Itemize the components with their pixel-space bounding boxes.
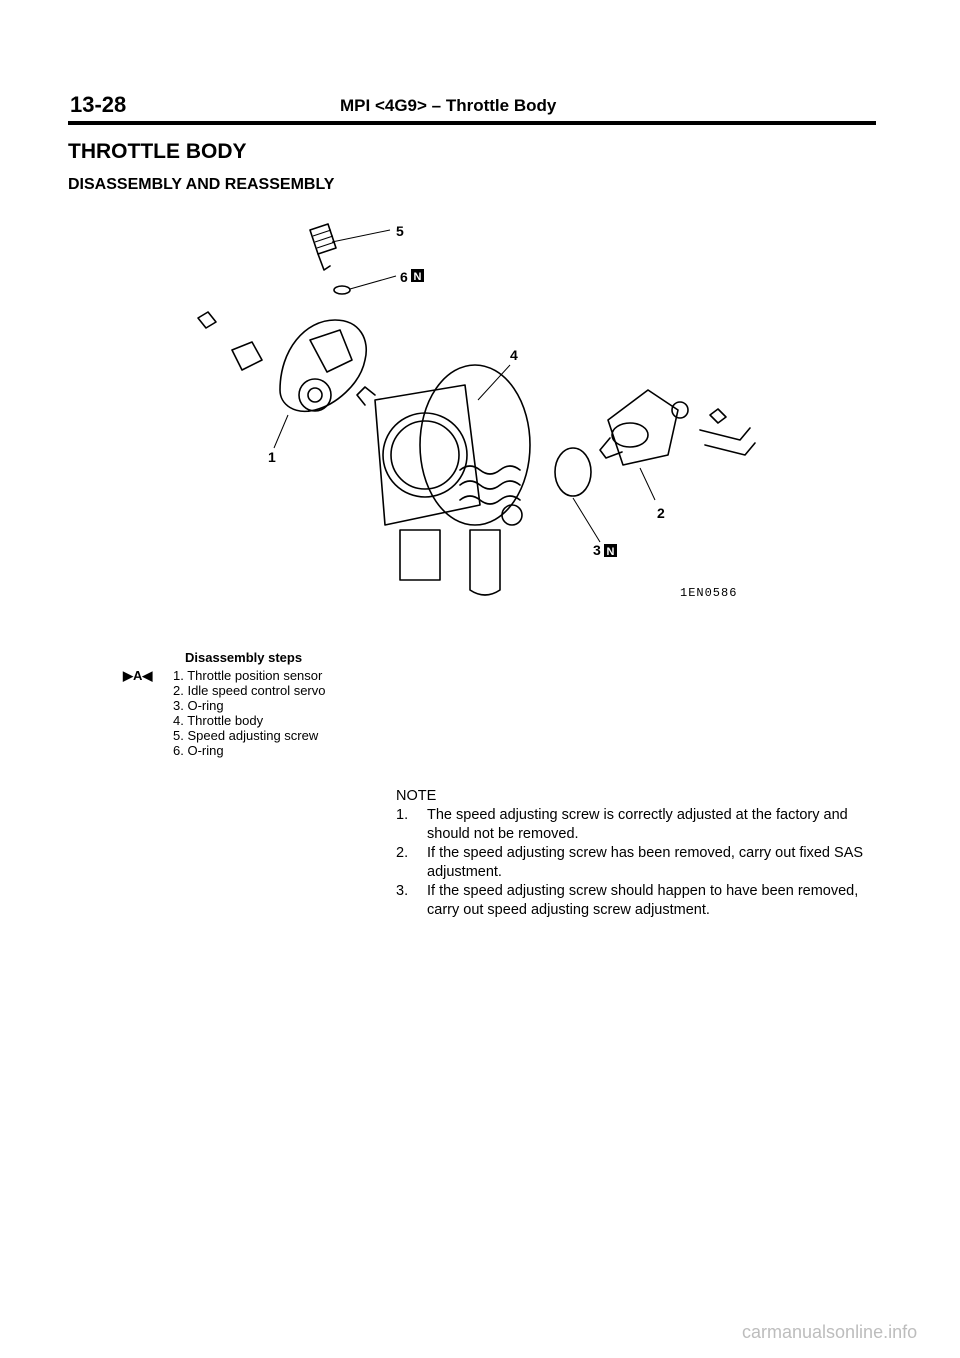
list-item: 3. O-ring [173,698,224,713]
section-subtitle: DISASSEMBLY AND REASSEMBLY [68,176,335,193]
exploded-diagram [160,200,800,630]
steps-list [173,668,325,758]
note-item-text: If the speed adjusting screw has been removed, carry out fixed SAS adjustment. [427,845,864,880]
steps-heading: Disassembly steps [185,650,303,665]
speed-adjusting-screw-part [310,224,336,270]
list-item: 6. O-ring [173,743,224,758]
header-rule [68,121,876,125]
reassembly-marker: ▶A◀ [123,668,153,683]
note-item-text: If the speed adjusting screw should happen to have been removed, carry out speed adjusting screw adjustment. [427,883,859,918]
header-title: MPI <4G9> – Throttle Body [340,96,557,115]
note-item-text: The speed adjusting screw is correctly adjusted at the factory and should not be removed. [427,807,848,842]
section-title: THROTTLE BODY [68,140,247,163]
o-ring-large-part [555,448,591,496]
list-item: 1. Throttle position sensor [173,668,323,683]
callout-4: 4 [510,347,518,363]
list-item: 5. Speed adjusting screw [173,728,319,743]
n-mark-3: N [606,546,615,558]
note-item-number: 1. [396,807,409,823]
page-number: 13-28 [70,92,127,117]
callout-3: 3 [593,542,601,558]
note-block [396,787,878,920]
note-item-number: 2. [396,845,409,861]
callout-2: 2 [657,505,665,521]
list-item: 4. Throttle body [173,713,264,728]
n-mark-6: N [413,271,422,283]
idle-speed-control-servo-part [600,390,755,465]
throttle-body-part [357,365,530,595]
figure-code: 1EN0586 [680,586,738,600]
throttle-position-sensor-part [198,312,366,411]
watermark: carmanualsonline.info [742,1322,918,1342]
callout-6: 6 [400,269,408,285]
list-item: 2. Idle speed control servo [173,683,326,698]
note-item-number: 3. [396,883,409,899]
note-heading: NOTE [396,788,437,804]
o-ring-small-part [334,286,350,294]
note-item [396,882,878,920]
note-item [396,844,878,882]
callout-1: 1 [268,449,276,465]
callout-5: 5 [396,223,404,239]
note-item [396,806,878,844]
